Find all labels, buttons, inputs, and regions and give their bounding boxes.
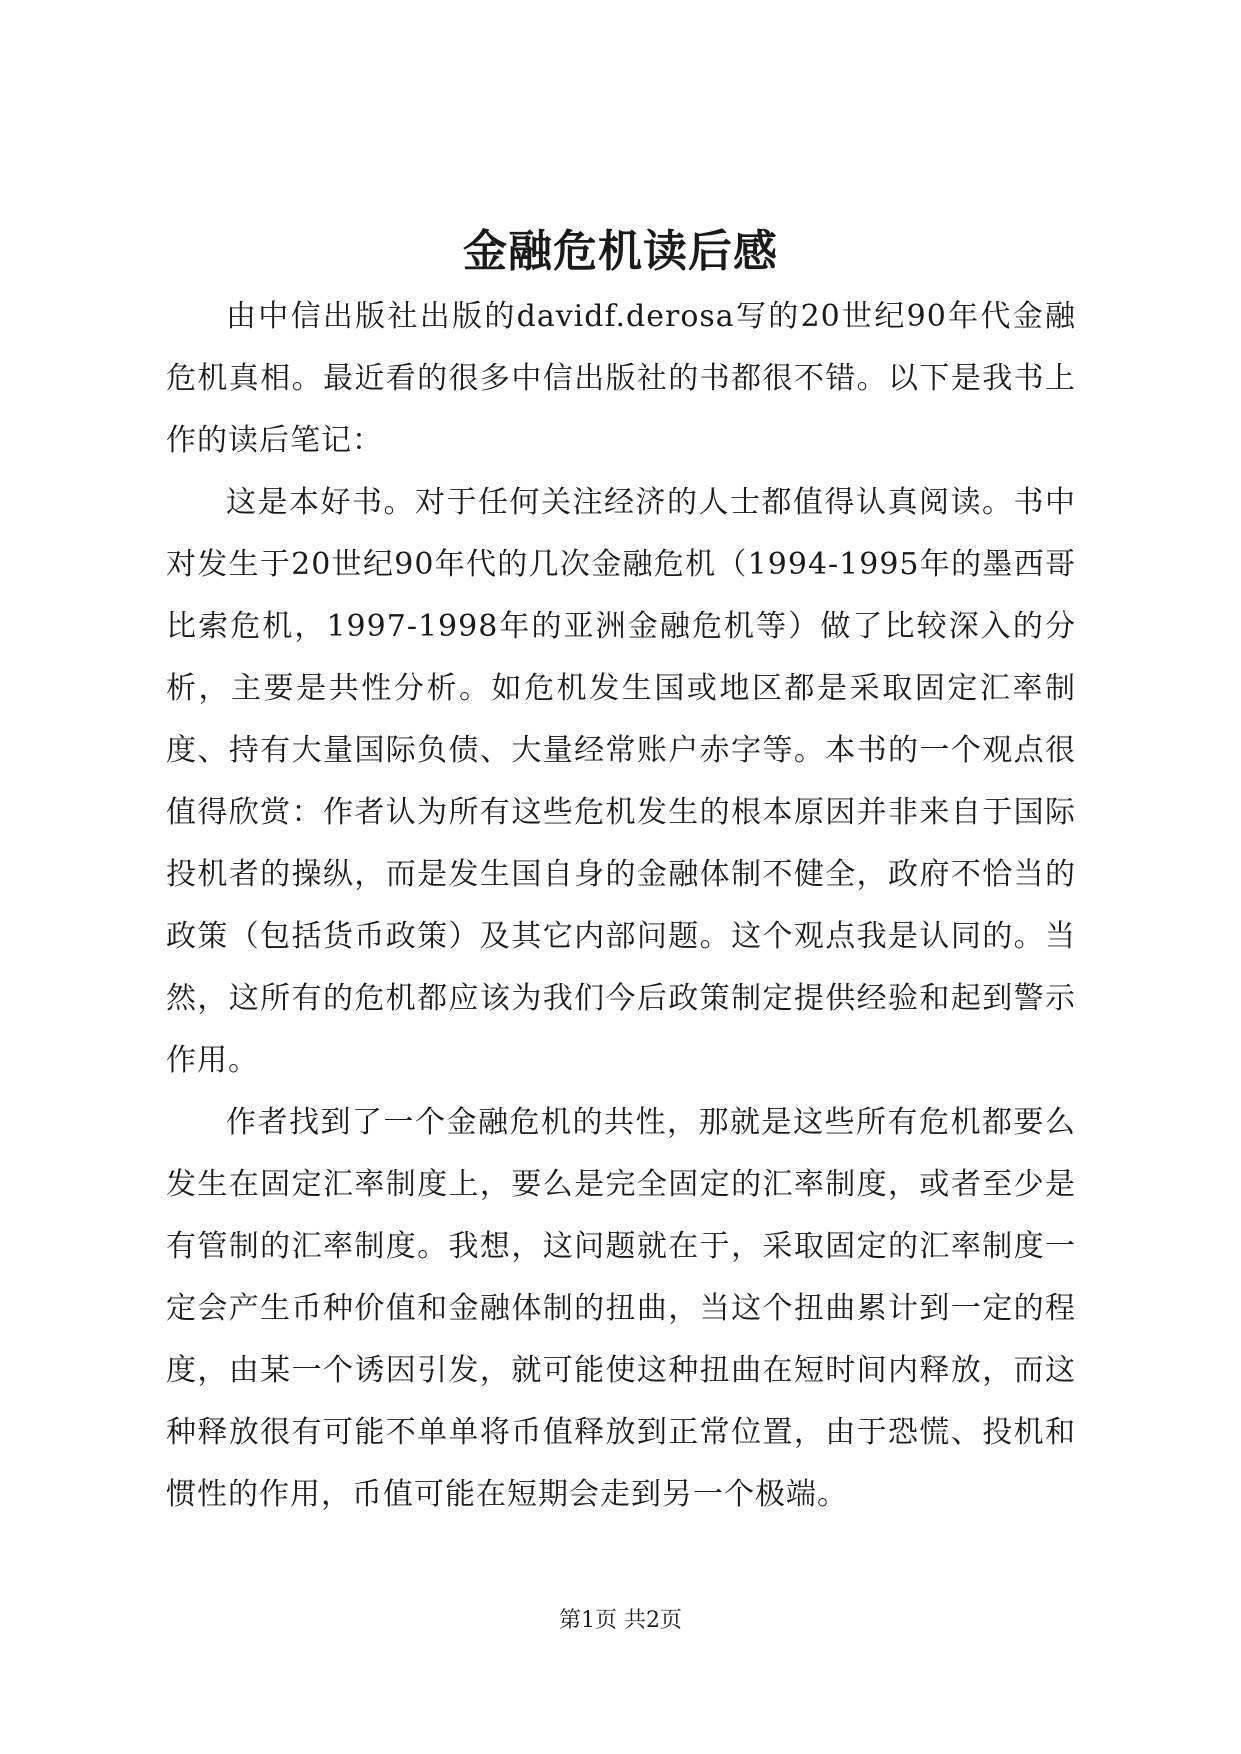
paragraph-analysis: 作者找到了一个金融危机的共性，那就是这些所有危机都要么发生在固定汇率制度上，要么是完全固定的汇率制度，或者至少是有管制的汇率制度。我想，这问题就在于，采取固定的汇率制度一定会产生币种价值和金融体制的扭曲，当这个扭曲累计到一定的程度，由某一个诱因引发，就可能使这种扭曲在短时间内释放，而这种释放很有可能不单单将币值释放到正常位置，由于恐慌、投机和惯性的作用，币值可能在短期会走到另一个极端。	[166, 1105, 1076, 1512]
page-footer: 第1页 共2页	[559, 1608, 682, 1633]
document-body	[166, 286, 1076, 1526]
paragraph-review: 这是本好书。对于任何关注经济的人士都值得认真阅读。书中对发生于20世纪90年代的几次金融危机（1994-1995年的墨西哥比索危机，1997-1998年的亚洲金融危机等）做了比较深入的分析，主要是共性分析。如危机发生国或地区都是采取固定汇率制度、持有大量国际负债、大量经常账户赤字等。本书的一个观点很值得欣赏：作者认为所有这些危机发生的根本原因并非来自于国际投机者的操纵，而是发生国自身的金融体制不健全，政府不恰当的政策（包括货币政策）及其它内部问题。这个观点我是认同的。当然，这所有的危机都应该为我们今后政策制定提供经验和起到警示作用。	[166, 485, 1076, 1078]
paragraph-intro: 由中信出版社出版的davidf.derosa写的20世纪90年代金融危机真相。最近看的很多中信出版社的书都很不错。以下是我书上作的读后笔记：	[166, 299, 1076, 458]
document-title: 金融危机读后感	[463, 226, 778, 277]
